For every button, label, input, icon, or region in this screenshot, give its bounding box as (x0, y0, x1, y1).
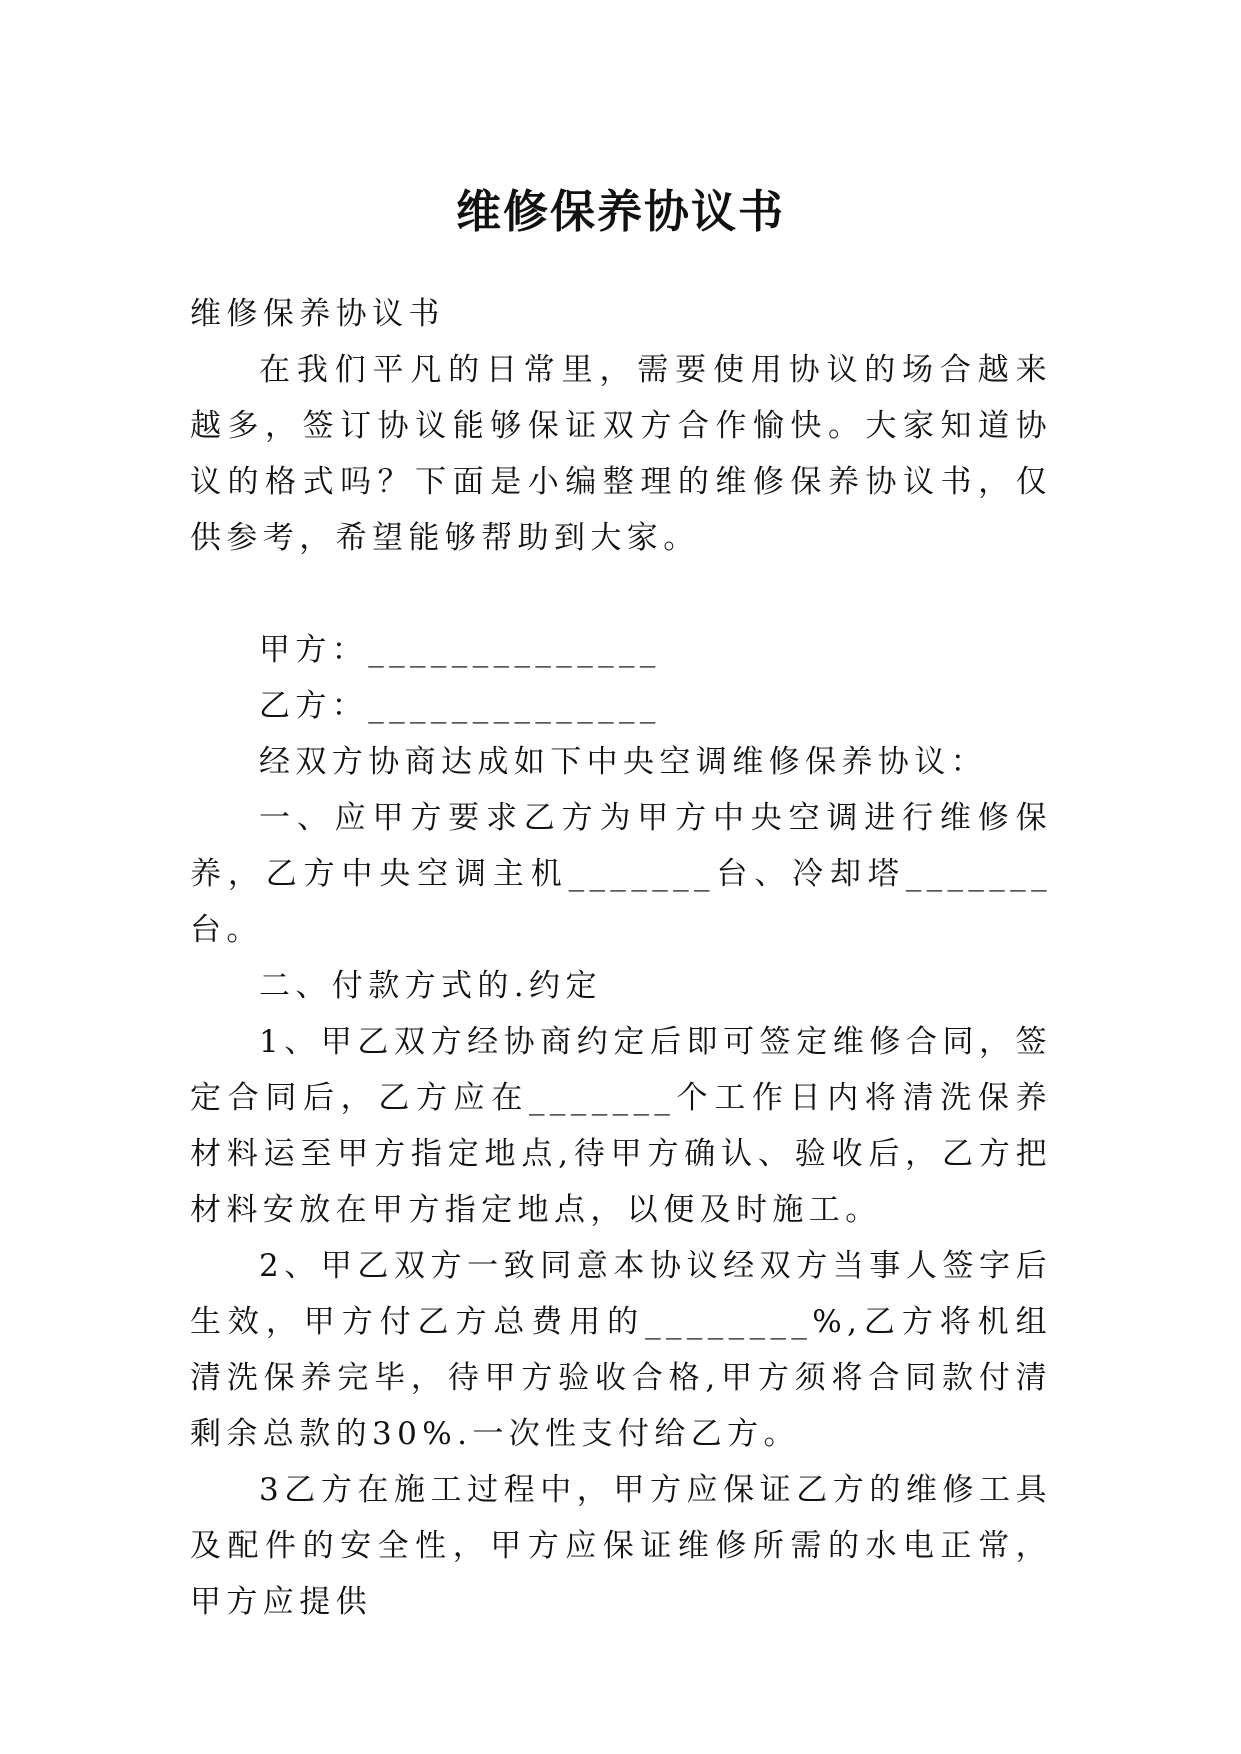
intro-paragraph: 在我们平凡的日常里，需要使用协议的场合越来越多，签订协议能够保证双方合作愉快。大家知道协议的格式吗？下面是小编整理的维修保养协议书，仅供参考，希望能够帮助到大家。 (190, 352, 1052, 556)
agreement-intro: 经双方协商达成如下中央空调维修保养协议： (259, 744, 987, 780)
document-title: 维修保养协议书 (455, 185, 785, 239)
party-a-line: 甲方：______________ (259, 632, 661, 668)
clause-two-item-2: 2、甲乙双方一致同意本协议经双方当事人签字后生效，甲方付乙方总费用的________%,乙方将机组清洗保养完毕，待甲方验收合格,甲方须将合同款付清剩余总款的30%.一次性支付给乙方。 (190, 1248, 1052, 1452)
clause-two-item-3: 3乙方在施工过程中，甲方应保证乙方的维修工具及配件的安全性，甲方应保证维修所需的水电正常，甲方应提供 (190, 1472, 1052, 1620)
subtitle-paragraph: 维修保养协议书 (190, 296, 445, 332)
clause-two-heading: 二、付款方式的.约定 (259, 968, 602, 1004)
document-body (190, 286, 1052, 1630)
clause-two-item-1: 1、甲乙双方经协商约定后即可签定维修合同，签定合同后，乙方应在_______个工作日内将清洗保养材料运至甲方指定地点,待甲方确认、验收后，乙方把材料安放在甲方指定地点，以便及时施工。 (190, 1024, 1052, 1228)
clause-one: 一、应甲方要求乙方为甲方中央空调进行维修保养，乙方中央空调主机_______台、冷却塔_______台。 (190, 800, 1052, 948)
party-b-line: 乙方：______________ (259, 688, 661, 724)
